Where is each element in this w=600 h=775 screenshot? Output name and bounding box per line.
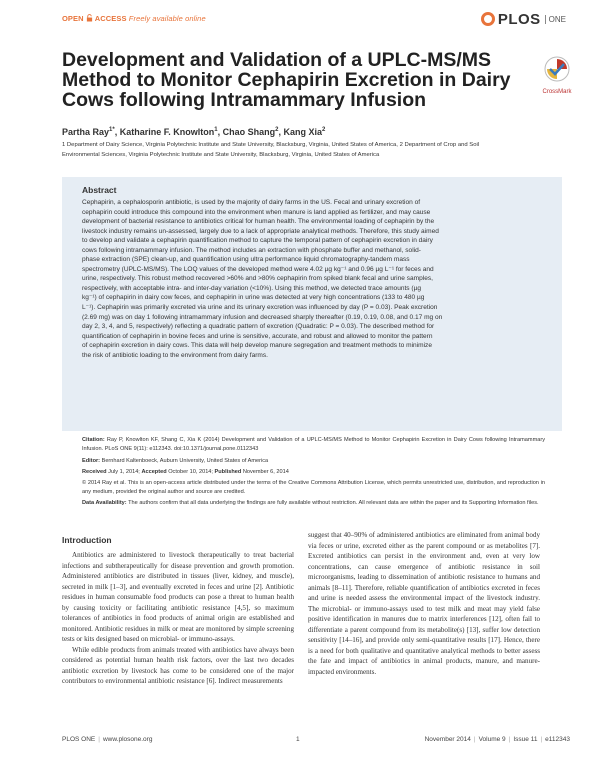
received-label: Received	[82, 469, 107, 475]
data-availability-label: Data Availability:	[82, 500, 127, 506]
citation-label: Citation:	[82, 437, 105, 443]
abstract-line: livestock industry remains un-assessed, largely due to a lack of appropriate analytical methods. Therefore, this study aimed	[82, 227, 439, 235]
body-paragraph: suggest that 40–90% of administered antibiotics are eliminated from animal body via feces or urine, excreted either as the parent compound or as metabolites [7]. Excreted antibiotics can persist in the environment and, even at very low concentrations, can cause emergence of antibiotic resistance in soil microorganisms, leading to dissemination of antibiotic resistance to humans and animals [8–11]. Therefore, reliable quantification of antibiotics excreted in feces and urine is needed assess the environmental impact of the livestock industry. The microbial- or immuno-assays used to test milk and meat may yield false positive identification in manures due to matrix interferences [12], often fail to differentiate a parent compound from its metabolite(s) [13], suffer low detection sensitivity [14–16], and provide only semi-quantitative results [17]. Hence, there is a need for both qualitative and quantitative analytical methods to better assess the fate and impact of antibiotics in animal products, manure, and manure-impacted environments.	[308, 531, 540, 676]
copyright: © 2014 Ray et al. This is an open-access article distributed under the terms of the Creative Commons Attribution License, which permits unrestricted use, distribution, and reproduction in any medium, provided the original author and source are credited.	[82, 480, 545, 495]
author-name: Partha Ray	[62, 127, 110, 137]
crossmark-icon	[544, 56, 570, 82]
abstract-line: L⁻¹). Cephapirin was primarily excreted via urine and its urinary excretion was influenced by day (P = 0.03). Peak excretion	[82, 304, 438, 312]
author-affil-marker: 1*	[109, 127, 115, 133]
abstract-line: urine, respectively. This robust method recovered >60% and >80% cephapirin from spiked blank fecal and urine samples,	[82, 275, 433, 283]
data-availability-text: The authors confirm that all data underlying the findings are fully available without restriction. All relevant data are within the paper and its Supporting Information files.	[128, 500, 539, 506]
abstract-heading: Abstract	[82, 185, 117, 195]
abstract-line: Cephapirin, a cephalosporin antibiotic, is used by the majority of dairy farms in the US. Fecal and urinary excretion of	[82, 199, 421, 206]
crossmark-label: CrossMark	[542, 89, 572, 95]
author-affil-marker: 2	[321, 127, 326, 133]
affiliation-line: 1 Department of Dairy Science, Virginia Polytechnic Institute and State University, Blacksburg, Virginia, United States of America, 2 Department of Crop and Soil	[62, 142, 480, 148]
footer-journal-name: PLOS ONE	[62, 736, 96, 743]
body-paragraph: Antibiotics are administered to livestock therapeutically to treat bacterial infections and subtherapeutically for disease prevention and growth promotion. Administered antibiotics are distributed in tissues (liver, kidney, and muscle), secreted in milk [1–3], and eventually excreted in feces and urine [2]. Antibiotic residues in human consumable food products can pose a threat to human health by causing toxicity or facilitating antibiotic resistance [4,5], so maximum tolerances of antibiotics in food products of animal origin are established and monitored. Antibiotic residues in milk or meat are monitored by simple screening tests or kits designed based on microbial- or immuno-assays.	[62, 551, 294, 643]
abstract-line: day 2, 3, 4, and 5, respectively) reflecting a quadratic pattern of excretion (Quadratic: P = 0.03). The described method for	[82, 323, 435, 331]
footer-volume: Volume 9	[478, 736, 506, 743]
received-date: July 1, 2014;	[108, 469, 140, 475]
author-name: Kang Xia	[283, 127, 322, 137]
author-affil-marker: 1	[214, 127, 218, 133]
author-name: Chao Shang	[222, 127, 276, 137]
top-bar	[62, 10, 570, 30]
editor-label: Editor:	[82, 458, 101, 464]
author-name: Katharine F. Knowlton	[119, 127, 215, 137]
open-lock-icon	[86, 14, 93, 22]
published-label: Published	[214, 469, 242, 475]
page-footer	[62, 736, 570, 748]
accepted-label: Accepted	[141, 469, 167, 475]
abstract-line: spectrometry (UPLC-MS/MS). The LOQ values of the developed method were 4.02 µg kg⁻¹ and 0.96 µg L⁻¹ for feces and	[82, 265, 434, 273]
abstract-box	[62, 177, 562, 431]
footer-journal: PLOS ONE | www.plosone.org	[62, 736, 153, 743]
abstract-line: phase extraction (SPE) clean-up, and quantification using ultra performance liquid chromatography-tandem mass	[82, 256, 410, 264]
abstract-line: quantification of cephapirin in bovine feces and urine is sensitive, accurate, and robust and allowed to monitor the pattern	[82, 332, 433, 340]
citation	[82, 436, 545, 453]
dates	[82, 468, 545, 477]
affiliation-line: Environmental Sciences, Virginia Polytechnic Institute and State University, Blacksburg, Virginia, United States of America	[62, 151, 380, 158]
abstract-body	[82, 198, 545, 360]
body-left-column	[62, 550, 294, 687]
data-availability	[82, 499, 545, 508]
open-access-rest: Freely available online	[128, 14, 206, 23]
abstract-line: cows following intramammary infusion. The method includes an extraction with phosphate buffer and methanol, solid-	[82, 246, 421, 254]
introduction-heading: Introduction	[62, 535, 112, 545]
editor-text: Bernhard Kaltenboeck, Auburn University, United States of America	[101, 458, 269, 464]
journal-logo	[481, 10, 566, 28]
abstract-line: cephapirin could introduce this compound into the environment when manure is land applied as fertilizer, and may cause	[82, 208, 431, 216]
abstract-line: kg⁻¹) of cephapirin in dairy cow feces, and cephapirin in urine was detected at very high concentrations (133 to 480 µg	[82, 294, 425, 302]
abstract-line: the risk of antibiotic loading to the environment from dairy farms.	[82, 351, 268, 359]
citation-text: Ray P, Knowlton KF, Shang C, Xia K (2014) Development and Validation of a UPLC-MS/MS Method to Monitor Cephapirin Excretion in Dairy Cows following Intramammary Infusion. PLoS ONE 9(11): e112343. doi:10.1371/journal.pone.0112343	[82, 437, 545, 452]
body-paragraph: While edible products from animals treated with antibiotics have always been considered as potential human health risk factors, over the last two decades antibiotic excretion by livestock has come to be considered one of the major contributors to environmental antibiotic resistance [6]. Indirect measurements	[62, 645, 294, 685]
footer-issue-number: Issue 11	[513, 736, 538, 743]
author-list: Partha Ray$^{1*}$, Katharine F. Knowlton$^1$, Chao Shang$^2$, Kang Xia$^2$	[62, 127, 326, 137]
plos-ring-icon	[481, 12, 495, 26]
editor	[82, 457, 545, 466]
open-access-label: OPEN	[62, 14, 84, 23]
author-affil-marker: 2	[275, 127, 279, 133]
abstract-line: respectively, with acceptable intra- and inter-day variation (<10%). Using this method, we detected trace amounts (µg	[82, 284, 421, 292]
abstract-line: development of bacterial resistance to antibiotics critical for human health. The environmental loading of cephapirin by the	[82, 218, 435, 226]
footer-issue: November 2014 | Volume 9 | Issue 11 | e112343	[424, 736, 570, 743]
abstract-line: (2.69 mg) was on day 1 following intramammary infusion and decreased sharply thereafter (0.19, 0.19, 0.08, and 0.17 mg on	[82, 313, 443, 321]
published-date: November 6, 2014	[242, 469, 289, 475]
journal-suffix: ONE	[545, 15, 566, 24]
footer-date: November 2014	[424, 736, 471, 743]
journal-name: PLOS	[497, 10, 541, 28]
crossmark-badge[interactable]	[538, 56, 576, 95]
journal-url-link[interactable]: www.plosone.org	[102, 736, 153, 743]
accepted-date: October 10, 2014;	[168, 469, 213, 475]
body-right-column	[308, 530, 540, 677]
article-title: Development and Validation of a UPLC-MS/MS Method to Monitor Cephapirin Excretion in Dairy Cows following Intramammary Infusion	[62, 49, 511, 111]
abstract-line: of cephapirin excretion in dairy cows. This data will help develop manure segregation and treatment methods to minimize	[82, 342, 432, 350]
open-access-banner	[62, 14, 206, 23]
abstract-line: to develop and validate a cephapirin quantification method to capture the temporal pattern of cephapirin excretion in dairy	[82, 237, 433, 245]
footer-article-id: e112343	[545, 736, 570, 743]
open-access-bold: ACCESS	[94, 14, 127, 23]
affiliations	[62, 141, 562, 160]
page-number: 1	[296, 736, 300, 743]
